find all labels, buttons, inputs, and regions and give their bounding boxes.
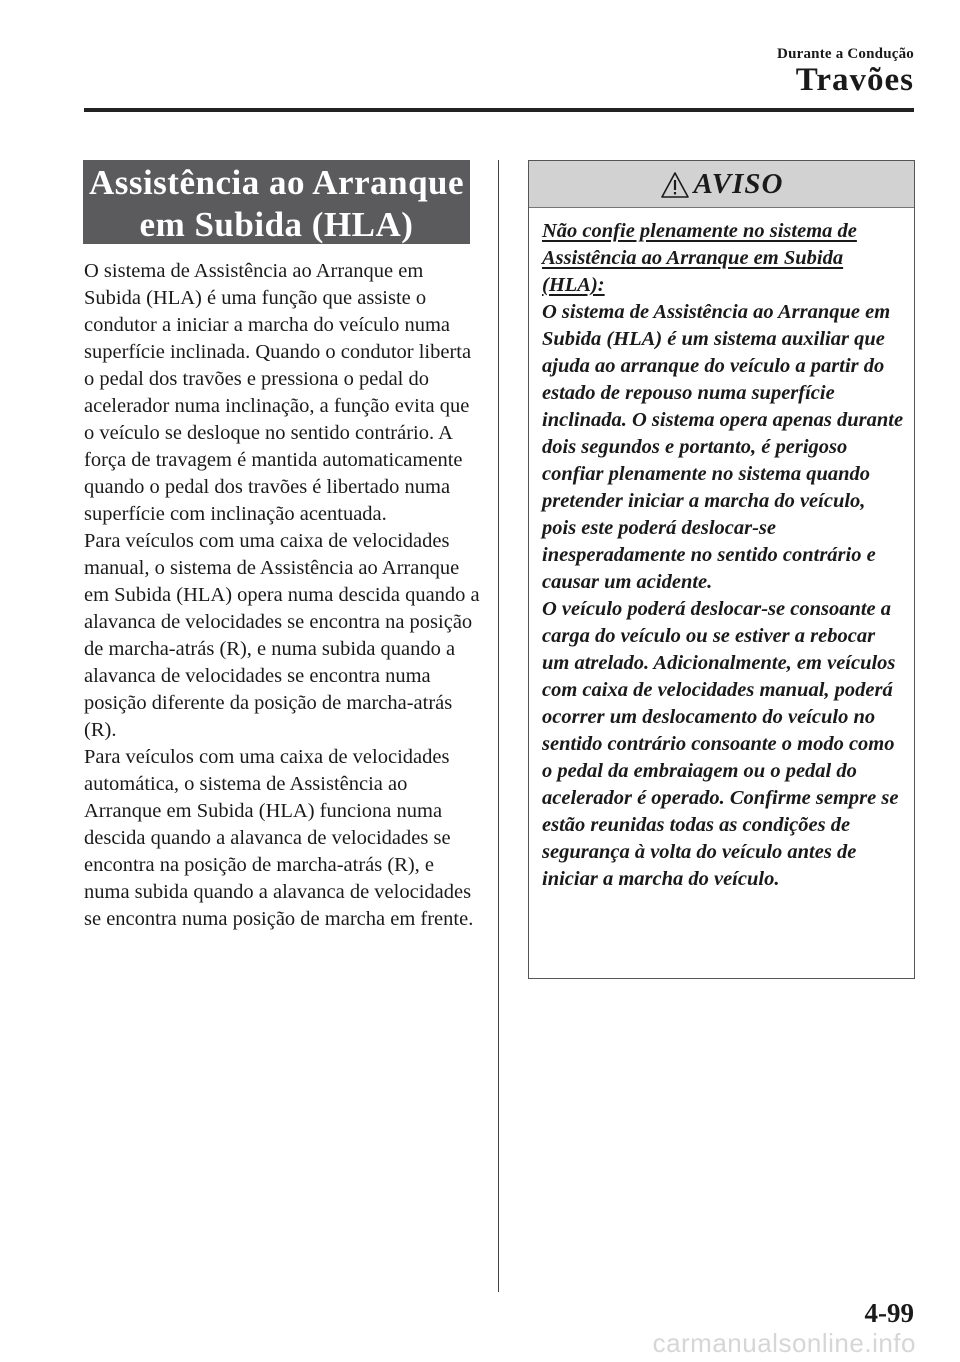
section-heading-line2: em Subida (HLA)	[139, 205, 414, 244]
section-heading	[83, 160, 470, 244]
section-heading-line1: Assistência ao Arranque	[88, 163, 465, 202]
column-divider	[498, 160, 499, 1292]
header-rule	[84, 108, 914, 112]
body-paragraph-3: Para veículos com uma caixa de velocidades automática, o sistema de Assistência ao Arranque em Subida (HLA) funciona numa descida quando a alavanca de velocidades se encontra na posição de marcha-atrás (R), e numa subida quando a alavanca de velocidades se encontra numa posição de marcha em frente.	[84, 746, 474, 930]
warning-paragraph-1: O sistema de Assistência ao Arranque em Subida (HLA) é um sistema auxiliar que ajuda ao arranque do veículo a partir do estado de repouso numa superfície inclinada. O sistema opera apenas durante dois segundos e portanto, é perigoso confiar plenamente no sistema quando pretender iniciar a marcha do veículo, pois este poderá deslocar-se inesperadamente no sentido contrário e causar um acidente.	[542, 301, 904, 593]
body-paragraph-2: Para veículos com uma caixa de velocidades manual, o sistema de Assistência ao Arranque em Subida (HLA) opera numa descida quando a alavanca de velocidades se encontra na posição de marcha-atrás (R), e numa subida quando a alavanca de velocidades se encontra numa posição diferente da posição de marcha-atrás (R).	[84, 530, 480, 741]
warning-box	[528, 160, 915, 979]
warning-paragraph-2: O veículo poderá deslocar-se consoante a carga do veículo ou se estiver a rebocar um atrelado. Adicionalmente, em veículos com caixa de velocidades manual, poderá ocorrer um deslocamento do veículo no sentido contrário consoante o modo como o pedal da embraiagem ou o pedal do acelerador é operado. Confirme sempre se estão reunidas todas as condições de segurança à volta do veículo antes de iniciar a marcha do veículo.	[542, 598, 899, 890]
watermark: carmanualsonline.info	[652, 1328, 916, 1358]
running-header-section: Travões	[795, 62, 914, 98]
warning-triangle-icon	[660, 171, 690, 199]
warning-body	[529, 208, 914, 893]
warning-title: AVISO	[693, 167, 784, 200]
page-number: 4-99	[864, 1298, 914, 1328]
body-paragraph-1: O sistema de Assistência ao Arranque em Subida (HLA) é uma função que assiste o condutor a iniciar a marcha do veículo numa superfície inclinada. Quando o condutor liberta o pedal dos travões e pressiona o pedal do acelerador numa inclinação, a função evita que o veículo se desloque no sentido contrário. A força de travagem é mantida automaticamente quando o pedal dos travões é libertado numa superfície com inclinação acentuada.	[84, 260, 472, 525]
running-header-chapter: Durante a Condução	[777, 46, 914, 62]
warning-header	[529, 161, 914, 208]
warning-lead-text: Não confie plenamente no sistema de Assistência ao Arranque em Subida (HLA):	[542, 220, 857, 296]
warning-lead	[542, 218, 904, 299]
body-text	[84, 258, 484, 933]
